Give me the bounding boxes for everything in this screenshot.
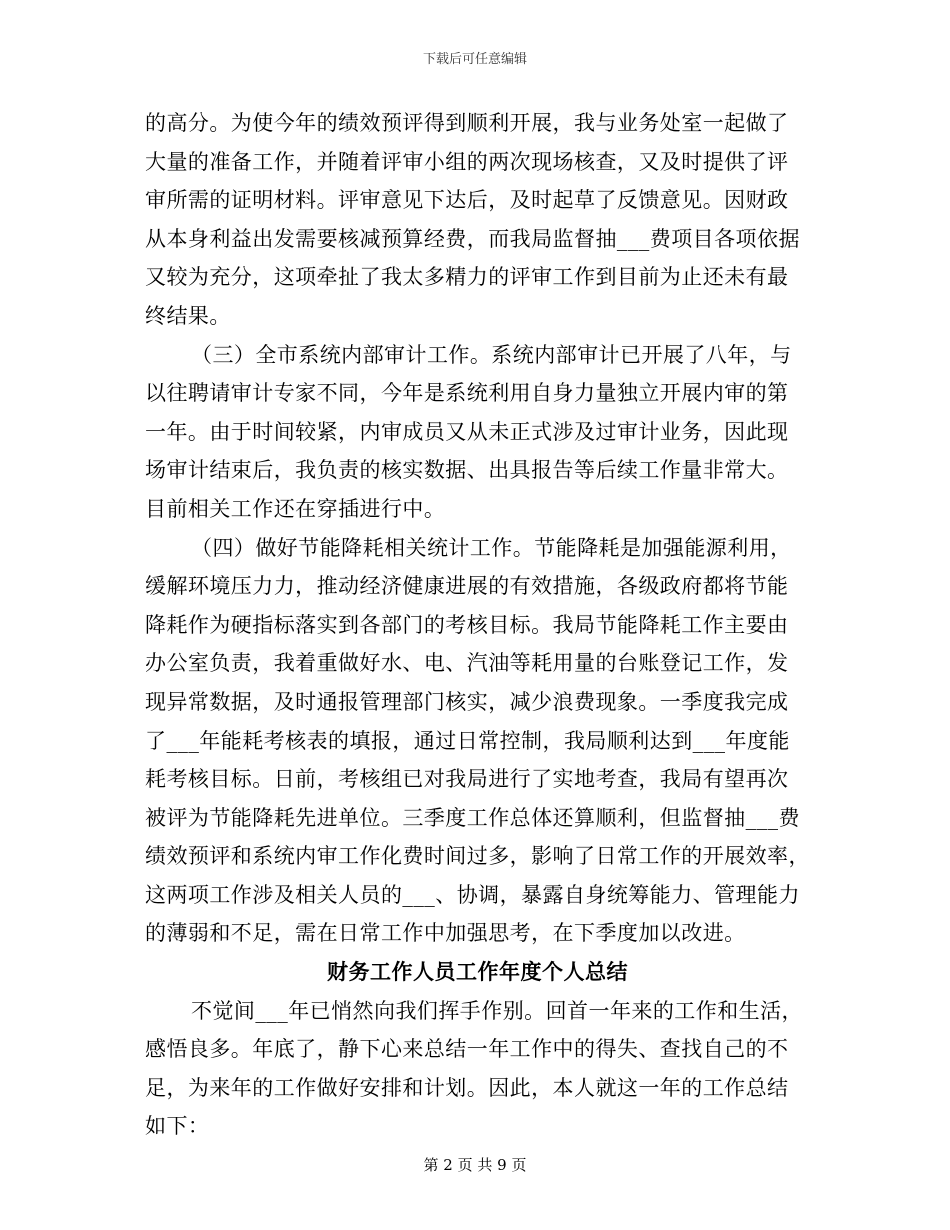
text-line: 场审计结束后，我负责的核实数据、出具报告等后续工作量非常大。 — [145, 458, 789, 483]
text-line: 大量的准备工作，并随着评审小组的两次现场核查，又及时提供了评 — [145, 149, 789, 174]
text-line: 现异常数据，及时通报管理部门核实，减少浪费现象。一季度我完成 — [145, 689, 789, 714]
text-line: 如下： — [145, 1114, 210, 1139]
text-line: 耗考核目标。日前，考核组已对我局进行了实地考查，我局有望再次 — [145, 767, 789, 792]
text-line: 了___年能耗考核表的填报，通过日常控制，我局顺利达到___年度能 — [145, 728, 790, 753]
document-body — [145, 104, 810, 1146]
paragraph-internal-audit — [145, 336, 810, 529]
page-header: 下载后可任意编辑 — [422, 52, 527, 67]
text-line: 以往聘请审计专家不同，今年是系统利用自身力量独立开展内审的第 — [145, 381, 789, 406]
text-line: 终结果。 — [145, 303, 231, 328]
text-line: 审所需的证明材料。评审意见下达后，及时起草了反馈意见。因财政 — [145, 188, 789, 213]
text-line: 足，为来年的工作做好安排和计划。因此，本人就这一年的工作总结 — [145, 1075, 789, 1100]
text-line: 的高分。为使今年的绩效预评得到顺利开展，我与业务处室一起做了 — [145, 111, 789, 135]
text-line: 办公室负责，我着重做好水、电、汽油等耗用量的台账登记工作，发 — [145, 651, 789, 676]
text-line: 缓解环境压力力，推动经济健康进展的有效措施，各级政府都将节能 — [145, 574, 789, 599]
text-line: 这两项工作涉及相关人员的___、协调，暴露自身统筹能力、管理能力 — [145, 882, 800, 907]
paragraph-energy-saving — [145, 529, 810, 954]
section-title: 财务工作人员工作年度个人总结 — [327, 959, 628, 985]
text-line: 目前相关工作还在穿插进行中。 — [145, 496, 446, 521]
paragraph-1 — [145, 104, 810, 336]
text-line: 感悟良多。年底了，静下心来总结一年工作中的得失、查找自己的不 — [145, 1037, 789, 1062]
text-line: 的薄弱和不足，需在日常工作中加强思考，在下季度加以改进。 — [145, 921, 746, 946]
page-number: 第 2 页 共 9 页 — [423, 1156, 527, 1174]
text-line: 又较为充分，这项牵扯了我太多精力的评审工作到目前为止还未有最 — [145, 265, 789, 290]
text-line: 不觉间___年已悄然向我们挥手作别。回首一年来的工作和生活， — [191, 998, 803, 1023]
text-line: 一年。由于时间较紧，内审成员又从未正式涉及过审计业务，因此现 — [145, 419, 789, 444]
text-line: （四）做好节能降耗相关统计工作。节能降耗是加强能源利用， — [191, 535, 792, 560]
text-line: 降耗作为硬指标落实到各部门的考核目标。我局节能降耗工作主要由 — [145, 612, 789, 637]
paragraph-closing — [145, 992, 810, 1146]
text-line: 被评为节能降耗先进单位。三季度工作总体还算顺利，但监督抽___费 — [145, 805, 800, 830]
text-line: 从本身利益出发需要核减预算经费，而我局监督抽___费项目各项依据 — [145, 226, 800, 251]
text-line: 绩效预评和系统内审工作化费时间过多，影响了日常工作的开展效率， — [145, 844, 810, 869]
text-line: （三）全市系统内部审计工作。系统内部审计已开展了八年，与 — [191, 342, 792, 367]
